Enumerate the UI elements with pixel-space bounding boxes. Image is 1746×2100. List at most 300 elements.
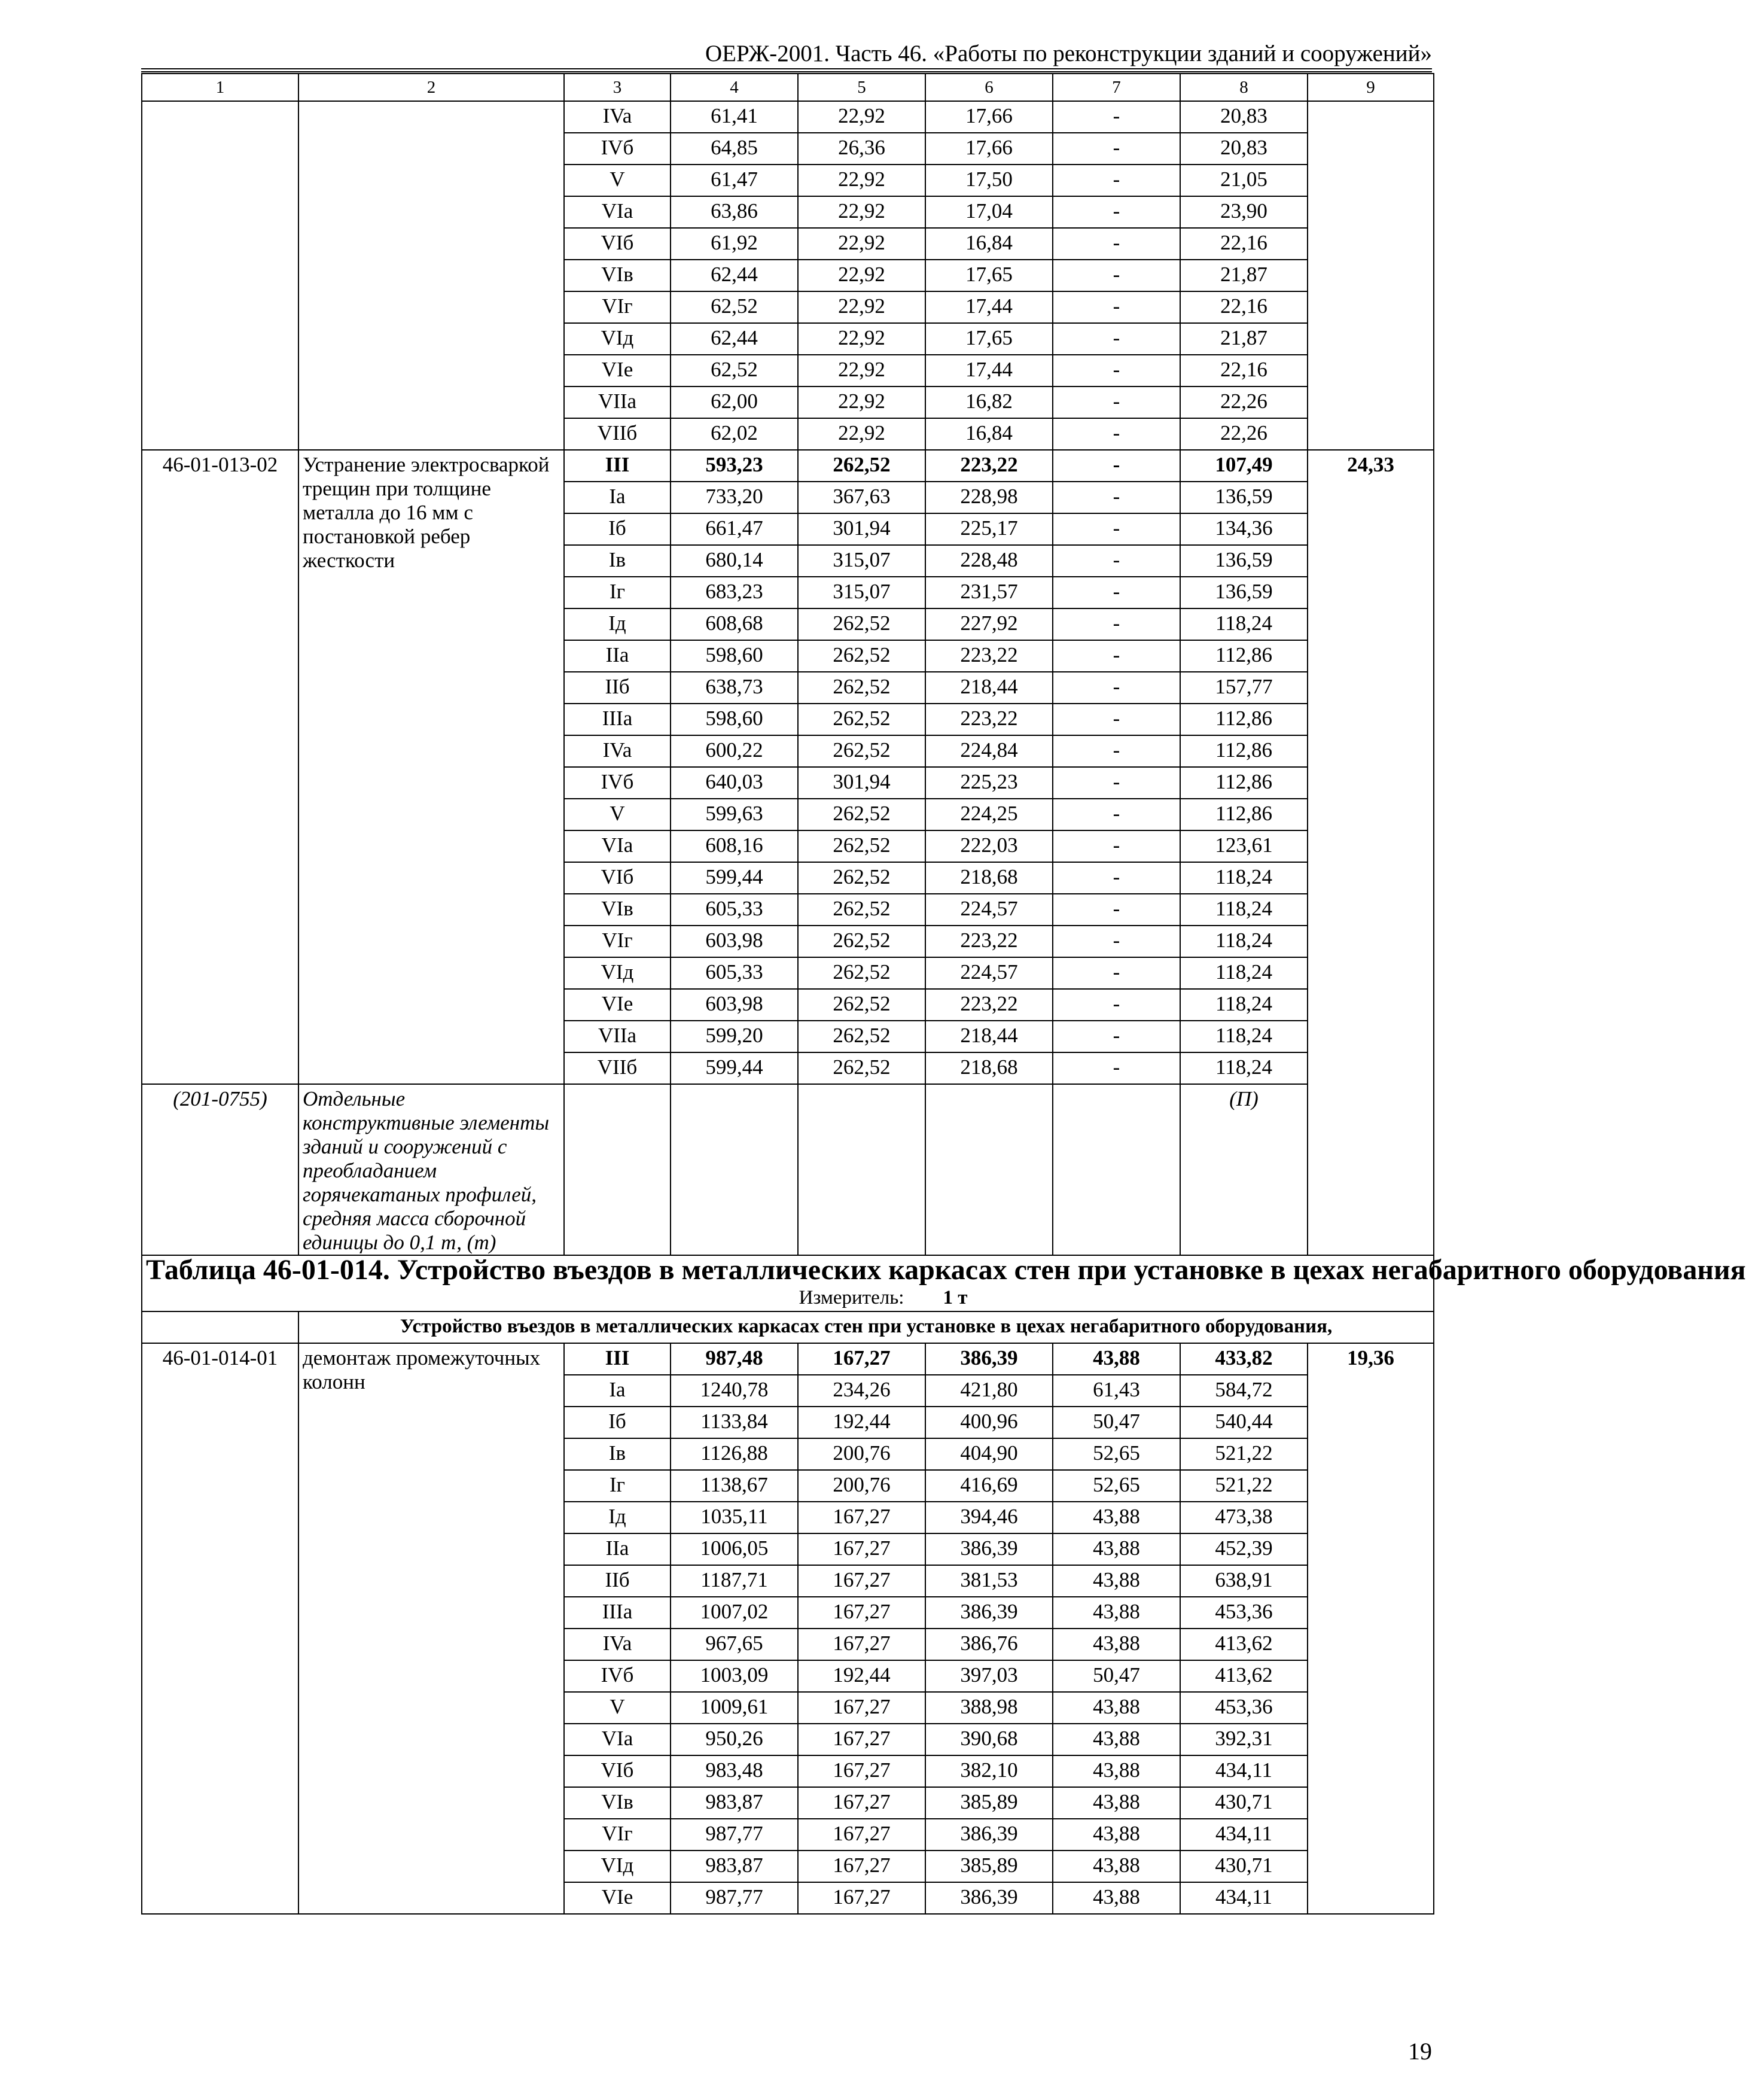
region-cell: IVб (564, 767, 671, 799)
resource-row (142, 1084, 1434, 1255)
region-cell: Iв (564, 1438, 671, 1470)
total-cost-cell: 987,77 (671, 1819, 798, 1851)
total-cost-cell: 1133,84 (671, 1407, 798, 1438)
materials-cell: 112,86 (1180, 640, 1308, 672)
total-cost-cell: 599,20 (671, 1021, 798, 1052)
materials-cell: 392,31 (1180, 1724, 1308, 1755)
machinist-wage-cell: - (1053, 704, 1180, 735)
description-cell-continued (298, 101, 564, 450)
total-cost-cell: 598,60 (671, 704, 798, 735)
wage-cell: 22,92 (798, 291, 925, 323)
materials-cell: 473,38 (1180, 1502, 1308, 1533)
total-cost-cell: 983,87 (671, 1851, 798, 1882)
table-title: Таблица 46-01-014. Устройство въездов в металлических каркасах стен при установке в цехах негабаритного оборудования (142, 1255, 1434, 1285)
region-cell: III (564, 450, 671, 482)
machines-cell: 17,66 (925, 133, 1053, 165)
total-cost-cell: 1187,71 (671, 1565, 798, 1597)
materials-cell: 22,26 (1180, 386, 1308, 418)
materials-cell: 112,86 (1180, 735, 1308, 767)
machines-cell: 386,39 (925, 1343, 1053, 1375)
machines-cell: 400,96 (925, 1407, 1053, 1438)
region-cell: VIд (564, 323, 671, 355)
total-cost-cell: 640,03 (671, 767, 798, 799)
total-cost-cell: 661,47 (671, 513, 798, 545)
running-header: ОЕРЖ-2001. Часть 46. «Работы по реконструкции зданий и сооружений» (705, 41, 1432, 66)
materials-cell: 521,22 (1180, 1470, 1308, 1502)
materials-cell: 21,87 (1180, 323, 1308, 355)
region-cell: IIIa (564, 704, 671, 735)
machines-cell: 16,82 (925, 386, 1053, 418)
total-cost-cell: 967,65 (671, 1629, 798, 1660)
machinist-wage-cell: - (1053, 577, 1180, 608)
machines-cell: 225,23 (925, 767, 1053, 799)
machinist-wage-cell: 43,88 (1053, 1565, 1180, 1597)
total-cost-cell: 62,44 (671, 260, 798, 291)
machines-cell: 381,53 (925, 1565, 1053, 1597)
wage-cell: 192,44 (798, 1660, 925, 1692)
wage-cell: 262,52 (798, 450, 925, 482)
subheading-spacer (142, 1311, 298, 1343)
region-cell: Iб (564, 513, 671, 545)
wage-cell: 315,07 (798, 577, 925, 608)
column-numbers-row (142, 74, 1434, 101)
total-cost-cell: 608,16 (671, 830, 798, 862)
total-cost-cell: 62,52 (671, 291, 798, 323)
total-cost-cell: 603,98 (671, 926, 798, 957)
table-row (142, 450, 1434, 482)
table-row (142, 101, 1434, 133)
machinist-wage-cell: - (1053, 133, 1180, 165)
wage-cell: 262,52 (798, 735, 925, 767)
wage-cell: 367,63 (798, 482, 925, 513)
machinist-wage-cell: 52,65 (1053, 1438, 1180, 1470)
machines-cell: 390,68 (925, 1724, 1053, 1755)
wage-cell: 262,52 (798, 608, 925, 640)
machinist-wage-cell: - (1053, 228, 1180, 260)
machines-cell: 225,17 (925, 513, 1053, 545)
total-cost-cell: 1009,61 (671, 1692, 798, 1724)
machinist-wage-cell: - (1053, 418, 1180, 450)
total-cost-cell: 603,98 (671, 989, 798, 1021)
machinist-wage-cell: - (1053, 735, 1180, 767)
machinist-wage-cell: - (1053, 957, 1180, 989)
wage-cell: 167,27 (798, 1851, 925, 1882)
machinist-wage-cell: 50,47 (1053, 1407, 1180, 1438)
region-cell: VIг (564, 926, 671, 957)
machines-cell: 388,98 (925, 1692, 1053, 1724)
machinist-wage-cell: 43,88 (1053, 1755, 1180, 1787)
region-cell: Iб (564, 1407, 671, 1438)
wage-cell: 262,52 (798, 989, 925, 1021)
total-cost-cell: 950,26 (671, 1724, 798, 1755)
machines-cell: 17,65 (925, 323, 1053, 355)
region-cell: VIIa (564, 386, 671, 418)
region-cell: VIв (564, 260, 671, 291)
rate-code: 46-01-014-01 (142, 1343, 298, 1914)
rates-table-wrapper (141, 73, 1746, 1915)
wage-cell: 26,36 (798, 133, 925, 165)
column-number: 7 (1053, 74, 1180, 101)
machines-cell: 17,44 (925, 291, 1053, 323)
machinist-wage-cell: 43,88 (1053, 1724, 1180, 1755)
rate-code: 46-01-013-02 (142, 450, 298, 1084)
wage-cell: 167,27 (798, 1629, 925, 1660)
machinist-wage-cell: 43,88 (1053, 1851, 1180, 1882)
wage-cell: 192,44 (798, 1407, 925, 1438)
machinist-wage-cell: 61,43 (1053, 1375, 1180, 1407)
wage-cell: 167,27 (798, 1502, 925, 1533)
machinist-wage-cell: - (1053, 513, 1180, 545)
wage-cell: 167,27 (798, 1343, 925, 1375)
wage-cell: 167,27 (798, 1882, 925, 1914)
column-number: 5 (798, 74, 925, 101)
code-cell-continued (142, 101, 298, 450)
machines-cell: 17,44 (925, 355, 1053, 386)
materials-cell: 430,71 (1180, 1851, 1308, 1882)
machines-cell: 421,80 (925, 1375, 1053, 1407)
total-cost-cell: 62,00 (671, 386, 798, 418)
region-cell: Iг (564, 577, 671, 608)
machinist-wage-cell: 50,47 (1053, 1660, 1180, 1692)
materials-cell: 157,77 (1180, 672, 1308, 704)
materials-cell: 107,49 (1180, 450, 1308, 482)
machinist-wage-cell: - (1053, 482, 1180, 513)
machinist-wage-cell: - (1053, 323, 1180, 355)
machines-cell: 17,50 (925, 165, 1053, 196)
materials-cell: 123,61 (1180, 830, 1308, 862)
total-cost-cell: 64,85 (671, 133, 798, 165)
wage-cell: 262,52 (798, 704, 925, 735)
machines-cell: 224,57 (925, 894, 1053, 926)
machines-cell: 224,57 (925, 957, 1053, 989)
materials-cell: 118,24 (1180, 926, 1308, 957)
page-number: 19 (1408, 2038, 1432, 2065)
region-cell: Iд (564, 1502, 671, 1533)
machinist-wage-cell: - (1053, 1052, 1180, 1084)
table-title-row (142, 1255, 1434, 1285)
materials-cell: 540,44 (1180, 1407, 1308, 1438)
machines-cell: 223,22 (925, 704, 1053, 735)
region-cell: IIб (564, 672, 671, 704)
region-cell: Ia (564, 1375, 671, 1407)
machines-cell: 17,04 (925, 196, 1053, 228)
region-cell: IIIa (564, 1597, 671, 1629)
wage-cell: 262,52 (798, 640, 925, 672)
wage-cell: 167,27 (798, 1724, 925, 1755)
machinist-wage-cell: 43,88 (1053, 1629, 1180, 1660)
wage-cell: 262,52 (798, 1052, 925, 1084)
total-cost-cell: 1006,05 (671, 1533, 798, 1565)
machinist-wage-cell: - (1053, 545, 1180, 577)
materials-cell: 112,86 (1180, 767, 1308, 799)
machinist-wage-cell: - (1053, 989, 1180, 1021)
materials-cell: 112,86 (1180, 704, 1308, 735)
total-cost-cell: 600,22 (671, 735, 798, 767)
wage-cell: 22,92 (798, 101, 925, 133)
region-cell: VIIб (564, 1052, 671, 1084)
total-cost-cell: 1007,02 (671, 1597, 798, 1629)
machines-cell: 386,76 (925, 1629, 1053, 1660)
wage-cell: 167,27 (798, 1787, 925, 1819)
wage-cell: 301,94 (798, 513, 925, 545)
total-cost-cell: 983,48 (671, 1755, 798, 1787)
wage-cell: 22,92 (798, 228, 925, 260)
machines-cell: 386,39 (925, 1882, 1053, 1914)
total-cost-cell: 638,73 (671, 672, 798, 704)
total-cost-cell: 62,52 (671, 355, 798, 386)
machinist-wage-cell: - (1053, 640, 1180, 672)
materials-cell: 453,36 (1180, 1597, 1308, 1629)
materials-cell: 112,86 (1180, 799, 1308, 830)
total-cost-cell: 605,33 (671, 894, 798, 926)
wage-cell: 315,07 (798, 545, 925, 577)
materials-cell: 136,59 (1180, 482, 1308, 513)
measure-value: 1 т (943, 1287, 968, 1308)
total-cost-cell: 599,63 (671, 799, 798, 830)
region-cell: V (564, 165, 671, 196)
machines-cell: 385,89 (925, 1851, 1053, 1882)
machinist-wage-cell: - (1053, 291, 1180, 323)
materials-cell: 118,24 (1180, 1021, 1308, 1052)
materials-cell: 118,24 (1180, 894, 1308, 926)
wage-cell: 22,92 (798, 196, 925, 228)
machinist-wage-cell: - (1053, 101, 1180, 133)
materials-cell: 134,36 (1180, 513, 1308, 545)
machines-cell: 397,03 (925, 1660, 1053, 1692)
region-cell: IIб (564, 1565, 671, 1597)
resource-code: (201-0755) (142, 1084, 298, 1255)
machinist-wage-cell: 43,88 (1053, 1533, 1180, 1565)
machinist-wage-cell: - (1053, 862, 1180, 894)
region-cell: VIб (564, 1755, 671, 1787)
total-cost-cell: 1138,67 (671, 1470, 798, 1502)
column-number: 3 (564, 74, 671, 101)
machines-cell: 223,22 (925, 450, 1053, 482)
total-cost-cell: 62,44 (671, 323, 798, 355)
region-cell: Iд (564, 608, 671, 640)
materials-cell: 22,26 (1180, 418, 1308, 450)
header-rule-double (141, 71, 1432, 72)
machines-cell: 16,84 (925, 228, 1053, 260)
region-cell: IVa (564, 735, 671, 767)
region-cell: Ia (564, 482, 671, 513)
region-cell: IIa (564, 640, 671, 672)
measure-line (142, 1285, 1434, 1311)
table-row (142, 1343, 1434, 1375)
table-subheading: Устройство въездов в металлических каркасах стен при установке в цехах негабаритного оборудования, (298, 1311, 1434, 1343)
region-cell: V (564, 1692, 671, 1724)
machinist-wage-cell: 43,88 (1053, 1787, 1180, 1819)
wage-cell: 301,94 (798, 767, 925, 799)
column-number: 6 (925, 74, 1053, 101)
labor-cost: 24,33 (1308, 450, 1434, 1255)
machinist-wage-cell: - (1053, 386, 1180, 418)
total-cost-cell: 987,77 (671, 1882, 798, 1914)
materials-cell: 23,90 (1180, 196, 1308, 228)
materials-cell: 118,24 (1180, 862, 1308, 894)
rates-table (141, 73, 1746, 1915)
machinist-wage-cell: 43,88 (1053, 1502, 1180, 1533)
wage-cell: 22,92 (798, 355, 925, 386)
total-cost-cell: 599,44 (671, 1052, 798, 1084)
region-cell: Iв (564, 545, 671, 577)
wage-cell: 167,27 (798, 1533, 925, 1565)
materials-cell: 434,11 (1180, 1819, 1308, 1851)
resource-description: Отдельные конструктивные элементы зданий и сооружений с преобладанием горячекатаных профилей, средняя масса сборочной единицы до 0,1 т, (т) (298, 1084, 564, 1255)
total-cost-cell: 683,23 (671, 577, 798, 608)
rate-description: Устранение электросваркой трещин при толщине металла до 16 мм с постановкой ребер жесткости (298, 450, 564, 1084)
machines-cell: 386,39 (925, 1819, 1053, 1851)
region-cell: VIг (564, 291, 671, 323)
empty-cell (925, 1084, 1053, 1255)
machines-cell: 386,39 (925, 1597, 1053, 1629)
materials-cell: 20,83 (1180, 133, 1308, 165)
machines-cell: 224,84 (925, 735, 1053, 767)
machines-cell: 227,92 (925, 608, 1053, 640)
column-number: 9 (1308, 74, 1434, 101)
materials-cell: 118,24 (1180, 989, 1308, 1021)
materials-cell: 21,05 (1180, 165, 1308, 196)
labor-cost: 19,36 (1308, 1343, 1434, 1914)
machines-cell: 228,48 (925, 545, 1053, 577)
total-cost-cell: 62,02 (671, 418, 798, 450)
wage-cell: 262,52 (798, 830, 925, 862)
resource-unit-marker: (П) (1180, 1084, 1308, 1255)
total-cost-cell: 1035,11 (671, 1502, 798, 1533)
wage-cell: 167,27 (798, 1597, 925, 1629)
measure-label: Измеритель: (799, 1287, 904, 1308)
machinist-wage-cell: 43,88 (1053, 1692, 1180, 1724)
machinist-wage-cell: - (1053, 450, 1180, 482)
region-cell: VIe (564, 1882, 671, 1914)
empty-cell (564, 1084, 671, 1255)
materials-cell: 136,59 (1180, 545, 1308, 577)
total-cost-cell: 605,33 (671, 957, 798, 989)
machines-cell: 224,25 (925, 799, 1053, 830)
region-cell: IVб (564, 133, 671, 165)
machinist-wage-cell: 43,88 (1053, 1819, 1180, 1851)
total-cost-cell: 983,87 (671, 1787, 798, 1819)
empty-cell (798, 1084, 925, 1255)
materials-cell: 118,24 (1180, 957, 1308, 989)
materials-cell: 136,59 (1180, 577, 1308, 608)
machinist-wage-cell: - (1053, 608, 1180, 640)
region-cell: IVa (564, 1629, 671, 1660)
wage-cell: 167,27 (798, 1692, 925, 1724)
region-cell: III (564, 1343, 671, 1375)
machinist-wage-cell: - (1053, 260, 1180, 291)
labor-cell-continued (1308, 101, 1434, 450)
machinist-wage-cell: - (1053, 672, 1180, 704)
region-cell: VIг (564, 1819, 671, 1851)
region-cell: VIб (564, 228, 671, 260)
machines-cell: 17,65 (925, 260, 1053, 291)
machinist-wage-cell: 52,65 (1053, 1470, 1180, 1502)
region-cell: IVa (564, 101, 671, 133)
machines-cell: 228,98 (925, 482, 1053, 513)
total-cost-cell: 61,47 (671, 165, 798, 196)
total-cost-cell: 61,41 (671, 101, 798, 133)
total-cost-cell: 1003,09 (671, 1660, 798, 1692)
region-cell: VIIa (564, 1021, 671, 1052)
column-number: 8 (1180, 74, 1308, 101)
total-cost-cell: 598,60 (671, 640, 798, 672)
subheading-row (142, 1311, 1434, 1343)
total-cost-cell: 599,44 (671, 862, 798, 894)
machinist-wage-cell: - (1053, 165, 1180, 196)
machinist-wage-cell: 43,88 (1053, 1882, 1180, 1914)
region-cell: Iг (564, 1470, 671, 1502)
wage-cell: 167,27 (798, 1819, 925, 1851)
materials-cell: 433,82 (1180, 1343, 1308, 1375)
total-cost-cell: 593,23 (671, 450, 798, 482)
wage-cell: 22,92 (798, 165, 925, 196)
materials-cell: 434,11 (1180, 1755, 1308, 1787)
wage-cell: 167,27 (798, 1565, 925, 1597)
region-cell: IIa (564, 1533, 671, 1565)
machinist-wage-cell: - (1053, 196, 1180, 228)
wage-cell: 262,52 (798, 862, 925, 894)
measure-row (142, 1285, 1434, 1311)
region-cell: VIб (564, 862, 671, 894)
materials-cell: 453,36 (1180, 1692, 1308, 1724)
total-cost-cell: 1240,78 (671, 1375, 798, 1407)
total-cost-cell: 987,48 (671, 1343, 798, 1375)
column-number: 1 (142, 74, 298, 101)
materials-cell: 430,71 (1180, 1787, 1308, 1819)
region-cell: VIe (564, 989, 671, 1021)
region-cell: VIe (564, 355, 671, 386)
materials-cell: 638,91 (1180, 1565, 1308, 1597)
wage-cell: 22,92 (798, 323, 925, 355)
machines-cell: 218,44 (925, 672, 1053, 704)
region-cell: VIa (564, 830, 671, 862)
wage-cell: 200,76 (798, 1470, 925, 1502)
materials-cell: 22,16 (1180, 355, 1308, 386)
wage-cell: 22,92 (798, 418, 925, 450)
machines-cell: 386,39 (925, 1533, 1053, 1565)
materials-cell: 434,11 (1180, 1882, 1308, 1914)
machines-cell: 404,90 (925, 1438, 1053, 1470)
total-cost-cell: 608,68 (671, 608, 798, 640)
machines-cell: 222,03 (925, 830, 1053, 862)
machinist-wage-cell: - (1053, 894, 1180, 926)
rate-description: демонтаж промежуточных колонн (298, 1343, 564, 1914)
materials-cell: 584,72 (1180, 1375, 1308, 1407)
machinist-wage-cell: - (1053, 799, 1180, 830)
machines-cell: 218,68 (925, 862, 1053, 894)
machinist-wage-cell: - (1053, 926, 1180, 957)
machines-cell: 382,10 (925, 1755, 1053, 1787)
region-cell: VIa (564, 196, 671, 228)
machines-cell: 223,22 (925, 989, 1053, 1021)
region-cell: IVб (564, 1660, 671, 1692)
wage-cell: 262,52 (798, 894, 925, 926)
machines-cell: 223,22 (925, 640, 1053, 672)
wage-cell: 262,52 (798, 926, 925, 957)
materials-cell: 22,16 (1180, 228, 1308, 260)
wage-cell: 262,52 (798, 672, 925, 704)
machinist-wage-cell: - (1053, 767, 1180, 799)
region-cell: V (564, 799, 671, 830)
column-number: 4 (671, 74, 798, 101)
total-cost-cell: 61,92 (671, 228, 798, 260)
region-cell: VIд (564, 957, 671, 989)
empty-cell (671, 1084, 798, 1255)
machinist-wage-cell: 43,88 (1053, 1597, 1180, 1629)
wage-cell: 167,27 (798, 1755, 925, 1787)
machines-cell: 394,46 (925, 1502, 1053, 1533)
